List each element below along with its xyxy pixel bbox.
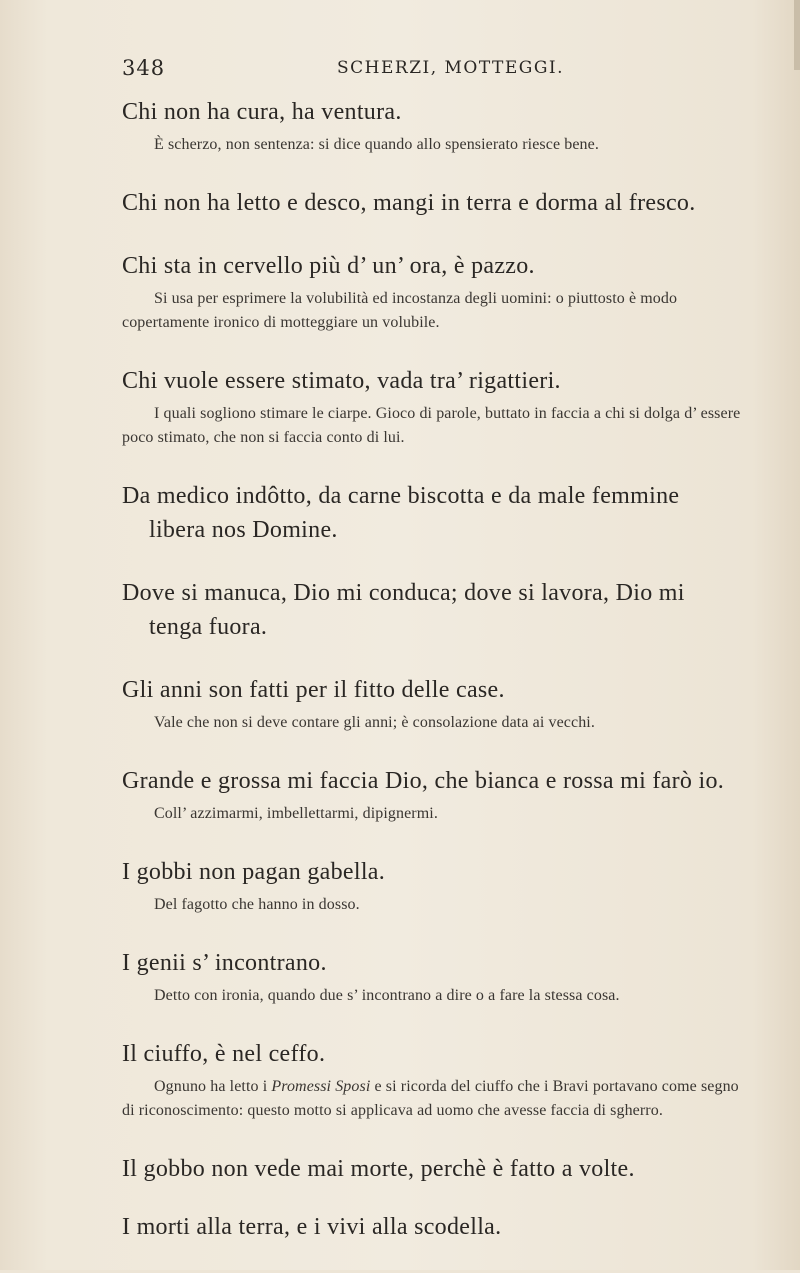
proverb-gloss: Si usa per esprimere la volubilità ed incostanza degli uomini: o piuttosto è modo copertamente ironico di motteggiare un volubile. — [122, 290, 678, 331]
proverb-text: I gobbi non pagan gabella. — [122, 859, 386, 885]
proverb-entry — [122, 855, 742, 917]
proverb-text: I morti alla terra, e i vivi alla scodella. — [122, 1214, 502, 1240]
proverb-entry — [122, 1152, 742, 1186]
proverb-entry — [122, 576, 742, 644]
proverb-entry — [122, 764, 742, 826]
page-header — [122, 52, 682, 82]
proverb-entry — [122, 1037, 742, 1123]
proverb-text: Da medico indôtto, da carne biscotta e da male femmine libera nos Domine. — [122, 483, 680, 543]
proverb-gloss: Del fagotto che hanno in dosso. — [154, 896, 360, 913]
proverb-text: I genii s’ incontrano. — [122, 950, 327, 976]
proverb-entry — [122, 249, 742, 335]
proverb-text: Chi non ha cura, ha ventura. — [122, 99, 402, 125]
proverb-entry — [122, 673, 742, 735]
gloss-text: Ognuno ha letto i — [154, 1078, 272, 1095]
proverb-gloss: Vale che non si deve contare gli anni; è consolazione data ai vecchi. — [154, 714, 595, 731]
proverb-entry — [122, 946, 742, 1008]
gloss-text: e si ricorda del ciuffo che i Bravi portavano come segno di riconoscimento: questo motto si applicava ad uomo che avesse faccia di sgherro. — [122, 1078, 739, 1119]
proverb-entry — [122, 186, 742, 220]
proverb-text: Chi non ha letto e desco, mangi in terra e dorma al fresco. — [122, 190, 696, 216]
running-head: SCHERZI, MOTTEGGI. — [337, 58, 565, 78]
proverb-text: Gli anni son fatti per il fitto delle case. — [122, 677, 505, 703]
page-number: 348 — [122, 56, 166, 80]
proverb-gloss: I quali sogliono stimare le ciarpe. Gioco di parole, buttato in faccia a chi si dolga d’ essere poco stimato, che non si faccia conto di lui. — [122, 405, 741, 446]
proverb-list — [122, 95, 742, 1273]
proverb-text: Chi vuole essere stimato, vada tra’ rigattieri. — [122, 368, 561, 394]
proverb-entry — [122, 95, 742, 157]
proverb-gloss: Coll’ azzimarmi, imbellettarmi, dipignermi. — [154, 805, 438, 822]
proverb-entry — [122, 1210, 742, 1244]
proverb-gloss: È scherzo, non sentenza: si dice quando allo spensierato riesce bene. — [154, 136, 599, 153]
proverb-text: Grande e grossa mi faccia Dio, che bianca e rossa mi farò io. — [122, 768, 725, 794]
proverb-text: Chi sta in cervello più d’ un’ ora, è pazzo. — [122, 253, 535, 279]
page-edge — [794, 0, 800, 70]
proverb-text: Il gobbo non vede mai morte, perchè è fatto a volte. — [122, 1156, 635, 1182]
proverb-gloss: Detto con ironia, quando due s’ incontrano a dire o a fare la stessa cosa. — [154, 987, 620, 1004]
proverb-entry — [122, 479, 742, 547]
proverb-gloss — [122, 1075, 742, 1123]
book-title: Promessi Sposi — [271, 1078, 371, 1095]
proverb-entry — [122, 364, 742, 450]
proverb-text: Il ciuffo, è nel ceffo. — [122, 1041, 326, 1067]
proverb-text: Dove si manuca, Dio mi conduca; dove si lavora, Dio mi tenga fuora. — [122, 580, 685, 640]
